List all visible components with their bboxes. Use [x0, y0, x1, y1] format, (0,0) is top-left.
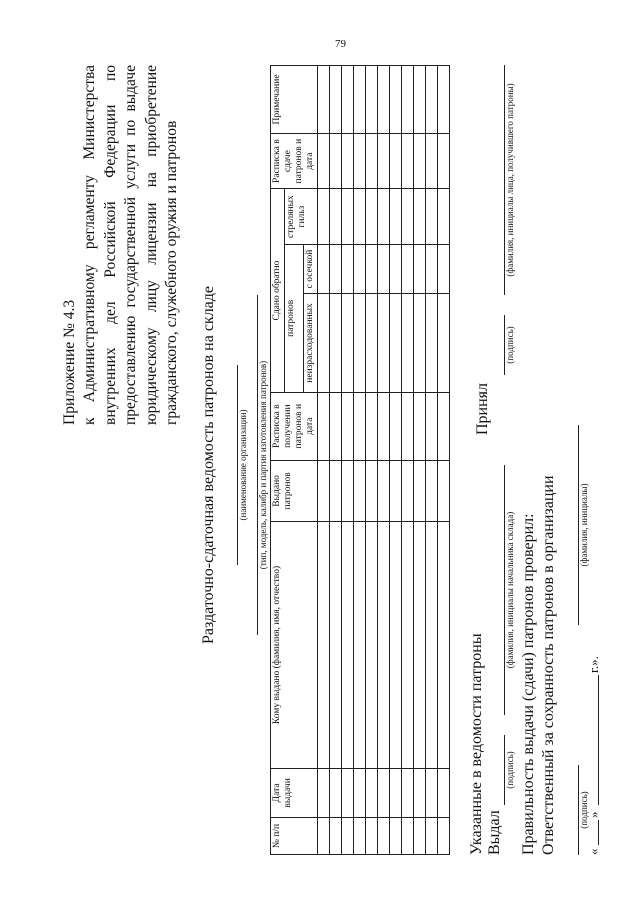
table-cell [389, 244, 401, 293]
table-cell [401, 392, 413, 460]
resp-name-caption: (фамилия, инициалы) [579, 483, 589, 567]
header-num: № п/п [271, 818, 318, 855]
header-issued-to: Кому выдано (фамилия, имя, отчество) [271, 522, 318, 769]
table-cell [437, 66, 449, 134]
table-cell [329, 818, 341, 855]
table-cell [413, 244, 425, 293]
table-cell [377, 189, 389, 244]
table-cell [389, 133, 401, 188]
table-cell [341, 189, 353, 244]
table-cell [353, 66, 365, 134]
table-cell [401, 244, 413, 293]
table-cell [425, 133, 437, 188]
date-year-suffix: г.». [586, 656, 601, 673]
table-cell [425, 768, 437, 817]
table-cell [377, 392, 389, 460]
table-cell [437, 294, 449, 393]
bottom-sig-caption: (подпись) [579, 791, 589, 829]
table-cell [329, 244, 341, 293]
table-cell [377, 460, 389, 522]
table-cell [329, 392, 341, 460]
table-row [353, 66, 365, 855]
table-cell [317, 133, 329, 188]
table-cell [341, 392, 353, 460]
table-cell [377, 768, 389, 817]
table-cell [353, 133, 365, 188]
org-caption: (наименование организации) [238, 409, 248, 521]
table-cell [353, 768, 365, 817]
table-cell [401, 768, 413, 817]
table-cell [317, 66, 329, 134]
table-cell [329, 294, 341, 393]
table-cell [329, 133, 341, 188]
table-cell [425, 66, 437, 134]
responsible-text: Ответственный за сохранность патронов в организации [540, 475, 557, 855]
table-cell [425, 522, 437, 769]
table-cell [389, 522, 401, 769]
table-cell [341, 294, 353, 393]
table-cell [329, 189, 341, 244]
table-row [365, 66, 377, 855]
table-row [401, 66, 413, 855]
table-cell [389, 66, 401, 134]
table-cell [413, 522, 425, 769]
header-unused: неизрасходованных [303, 294, 317, 393]
table-row [317, 66, 329, 855]
table-cell [425, 189, 437, 244]
table-cell [329, 522, 341, 769]
table-cell [341, 133, 353, 188]
table-cell [365, 392, 377, 460]
accepted-sig-caption: (подпись) [505, 326, 515, 364]
date-close: » [586, 811, 601, 818]
table-cell [425, 460, 437, 522]
table-cell [365, 818, 377, 855]
appendix-block [60, 65, 183, 425]
table-cell [317, 522, 329, 769]
table-cell [413, 392, 425, 460]
table-cell [353, 244, 365, 293]
table-row [341, 66, 353, 855]
table-cell [401, 66, 413, 134]
checked-text: Правильность выдачи (сдачи) патронов проверил: [520, 513, 537, 855]
appendix-title: Приложение № 4.3 [61, 299, 78, 425]
table-cell [365, 189, 377, 244]
header-receipt-received: Расписка в получении патронов и дата [271, 392, 318, 460]
table-cell [329, 460, 341, 522]
header-note: Примечание [271, 66, 318, 134]
table-cell [317, 460, 329, 522]
ledger-body [317, 66, 449, 855]
table-cell [377, 818, 389, 855]
table-cell [425, 818, 437, 855]
table-cell [353, 522, 365, 769]
ledger-table [270, 65, 450, 855]
table-cell [341, 66, 353, 134]
table-cell [437, 189, 449, 244]
table-cell [437, 768, 449, 817]
table-cell [389, 189, 401, 244]
table-cell [413, 294, 425, 393]
header-date: Дата выдачи [271, 768, 318, 817]
table-cell [401, 189, 413, 244]
table-cell [341, 768, 353, 817]
table-cell [353, 294, 365, 393]
table-cell [413, 768, 425, 817]
table-cell [413, 818, 425, 855]
issued-label: Выдал [486, 810, 503, 855]
table-cell [425, 244, 437, 293]
table-cell [401, 460, 413, 522]
accepted-label: Принял [474, 382, 491, 435]
table-cell [401, 522, 413, 769]
table-cell [377, 244, 389, 293]
table-cell [329, 768, 341, 817]
date-day-line [598, 820, 599, 845]
table-cell [365, 460, 377, 522]
document-title: Раздаточно-сдаточная ведомость патронов на складе [200, 285, 217, 645]
table-cell [353, 189, 365, 244]
table-cell [401, 818, 413, 855]
table-cell [389, 460, 401, 522]
rotated-form [30, 45, 605, 885]
issued-sig-caption: (подпись) [505, 751, 515, 789]
table-row [413, 66, 425, 855]
table-cell [353, 392, 365, 460]
table-cell [413, 133, 425, 188]
table-cell [317, 392, 329, 460]
appendix-text: к Административному регламенту Министерства внутренних дел Российской Федерации по предоставлению государственной услуги по выдаче юридическому лицу лицензии на приобретение гражданского, служебного оружия и патронов [81, 65, 181, 425]
table-cell [341, 818, 353, 855]
table-cell [365, 66, 377, 134]
table-cell [437, 522, 449, 769]
header-issued-cartridges: Выдано патронов [271, 460, 318, 522]
header-misfire: с осечкой [303, 244, 317, 293]
table-cell [341, 244, 353, 293]
table-cell [389, 294, 401, 393]
page-number: 79 [335, 38, 346, 50]
header-spent-cases: стреляных гильз [284, 189, 317, 244]
table-cell [377, 133, 389, 188]
table-cell [437, 460, 449, 522]
type-caption: (тип, модель, калибр и партия изготовления патронов) [258, 360, 268, 570]
table-cell [413, 189, 425, 244]
table-cell [353, 460, 365, 522]
issued-name-caption: (фамилия, инициалы начальника склада) [505, 511, 515, 669]
table-cell [413, 66, 425, 134]
table-cell [389, 768, 401, 817]
table-row [329, 66, 341, 855]
specified-text: Указанные в ведомости патроны [468, 633, 485, 855]
table-row [425, 66, 437, 855]
table-cell [317, 189, 329, 244]
table-cell [365, 768, 377, 817]
table-cell [401, 294, 413, 393]
table-cell [389, 818, 401, 855]
table-cell [365, 522, 377, 769]
table-cell [377, 66, 389, 134]
table-cell [425, 392, 437, 460]
header-returned: Сдано обратно [271, 189, 285, 392]
table-cell [425, 294, 437, 393]
table-cell [377, 522, 389, 769]
table-cell [341, 522, 353, 769]
table-cell [401, 133, 413, 188]
table-row [377, 66, 389, 855]
table-row [389, 66, 401, 855]
table-cell [389, 392, 401, 460]
table-cell [317, 818, 329, 855]
table-cell [365, 133, 377, 188]
table-cell [365, 294, 377, 393]
table-cell [317, 768, 329, 817]
table-cell [437, 818, 449, 855]
table-cell [317, 294, 329, 393]
table-row [437, 66, 449, 855]
accepted-name-caption: (фамилия, инициалы лица, получившего патроны) [505, 83, 515, 277]
table-cell [437, 392, 449, 460]
header-cartridges: патронов [284, 244, 303, 392]
header-receipt-return: Расписка в сдаче патронов и дата [271, 133, 318, 188]
table-cell [377, 294, 389, 393]
table-cell [365, 244, 377, 293]
table-cell [341, 460, 353, 522]
date-open: « [586, 848, 601, 855]
date-month-line [598, 675, 599, 805]
table-cell [437, 244, 449, 293]
table-cell [437, 133, 449, 188]
table-cell [329, 66, 341, 134]
table-cell [413, 460, 425, 522]
table-cell [317, 244, 329, 293]
table-cell [353, 818, 365, 855]
